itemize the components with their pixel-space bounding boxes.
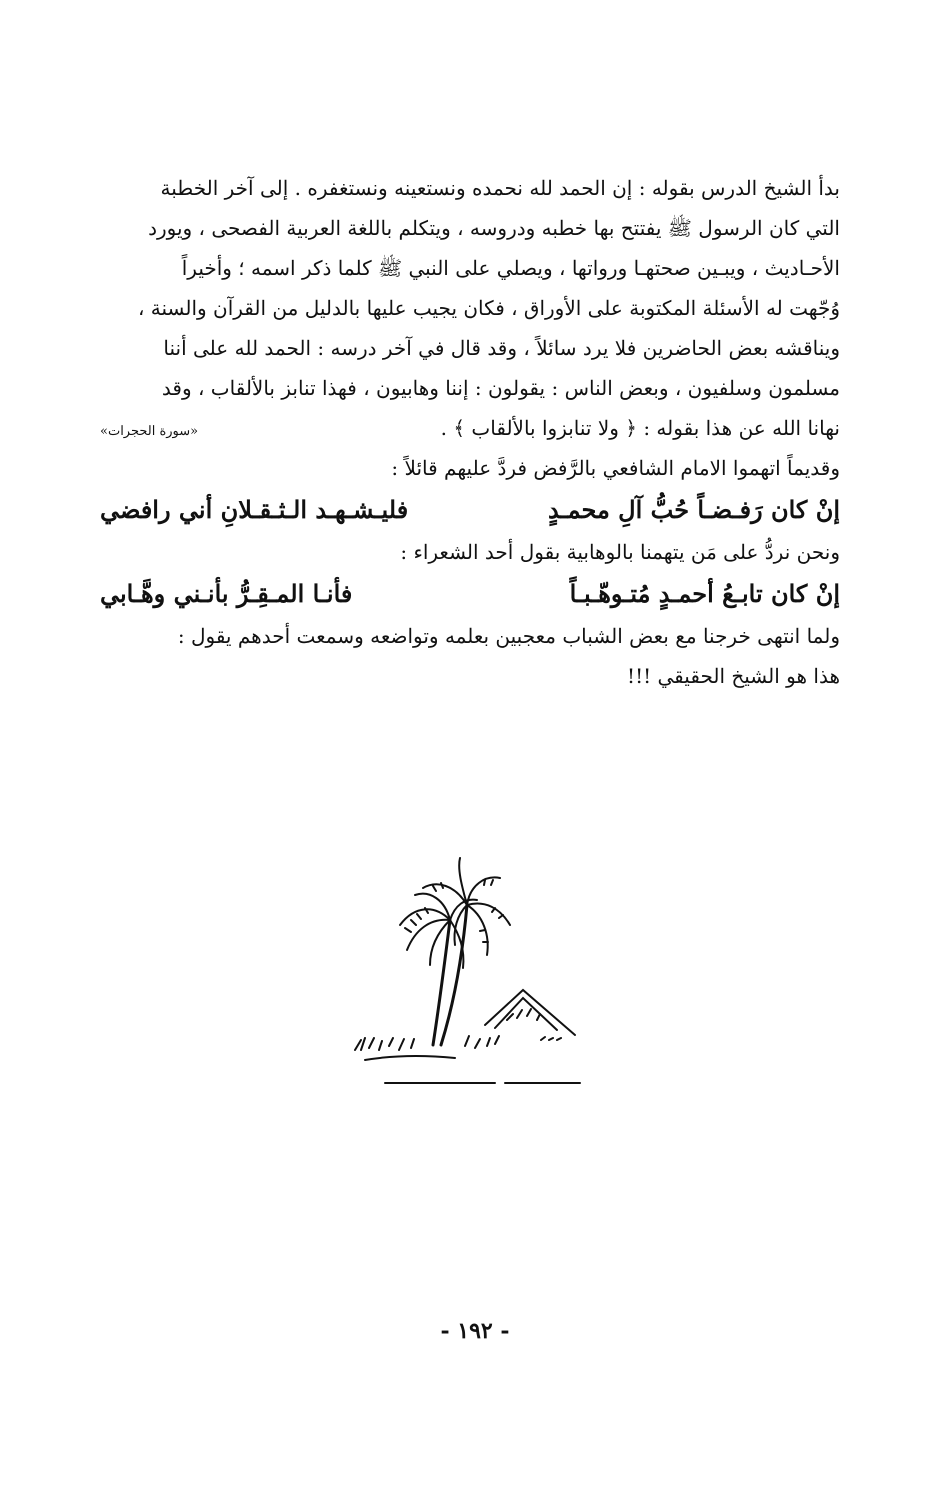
body-text — [100, 168, 840, 696]
palm-trees-tent-icon — [345, 850, 595, 1090]
verse-second-hemistich: فأنـا المـقِـرُّ بأنـني وهَّـابي — [100, 579, 353, 608]
paragraph-line: بدأ الشيخ الدرس بقوله : إن الحمد لله نحمده ونستعينه ونستغفره . إلى آخر الخطبة — [160, 176, 840, 200]
paragraph-line: مسلمون وسلفيون ، وبعض الناس : يقولون : إننا وهابيون ، فهذا تنابز بالألقاب ، وقد — [161, 376, 840, 400]
paragraph-line: الأحـاديث ، ويبـين صحتهـا ورواتها ، ويصلي على النبي ﷺ كلما ذكر اسمه ؛ وأخيراً — [181, 256, 840, 280]
paragraph-line: التي كان الرسول ﷺ يفتتح بها خطبه ودروسه ، ويتكلم باللغة العربية الفصحى ، ويورد — [148, 216, 840, 240]
quran-reference: «سورة الحجرات» — [100, 424, 199, 439]
page-number: - ١٩٢ - — [440, 1318, 510, 1344]
closing-line: ولما انتهى خرجنا مع بعض الشباب معجبين بعلمه وتواضعه وسمعت أحدهم يقول : — [177, 624, 840, 648]
paragraph-line: ويناقشه بعض الحاضرين فلا يرد سائلاً ، وقد قال في آخر درسه : الحمد لله على أننا — [163, 336, 840, 360]
verse-intro: وقديماً اتهموا الامام الشافعي بالرَّفض فردَّ عليهم قائلاً : — [391, 456, 840, 480]
quran-line — [100, 408, 840, 448]
verse-intro: ونحن نردُّ على مَن يتهمنا بالوهابية بقول أحد الشعراء : — [400, 540, 840, 564]
paragraph-line: وُجّهت له الأسئلة المكتوبة على الأوراق ، فكان يجيب عليها بالدليل من القرآن والسنة ، — [137, 296, 840, 320]
poem-verse-2 — [100, 572, 840, 616]
verse-first-hemistich: إنْ كان رَفـضـاً حُبُّ آلِ محمـدٍ — [547, 495, 840, 524]
poem-verse-1 — [100, 488, 840, 532]
verse-second-hemistich: فليـشـهـد الـثـقـلانِ أني رافضي — [100, 495, 409, 524]
quran-quote: نهانا الله عن هذا بقوله : ﴿ ولا تنابزوا بالألقاب ﴾ . — [440, 416, 840, 440]
verse-first-hemistich: إنْ كان تابـعُ أحمـدٍ مُتـوهّـبـاً — [569, 579, 840, 608]
final-line: هذا هو الشيخ الحقيقي !!! — [627, 664, 840, 688]
